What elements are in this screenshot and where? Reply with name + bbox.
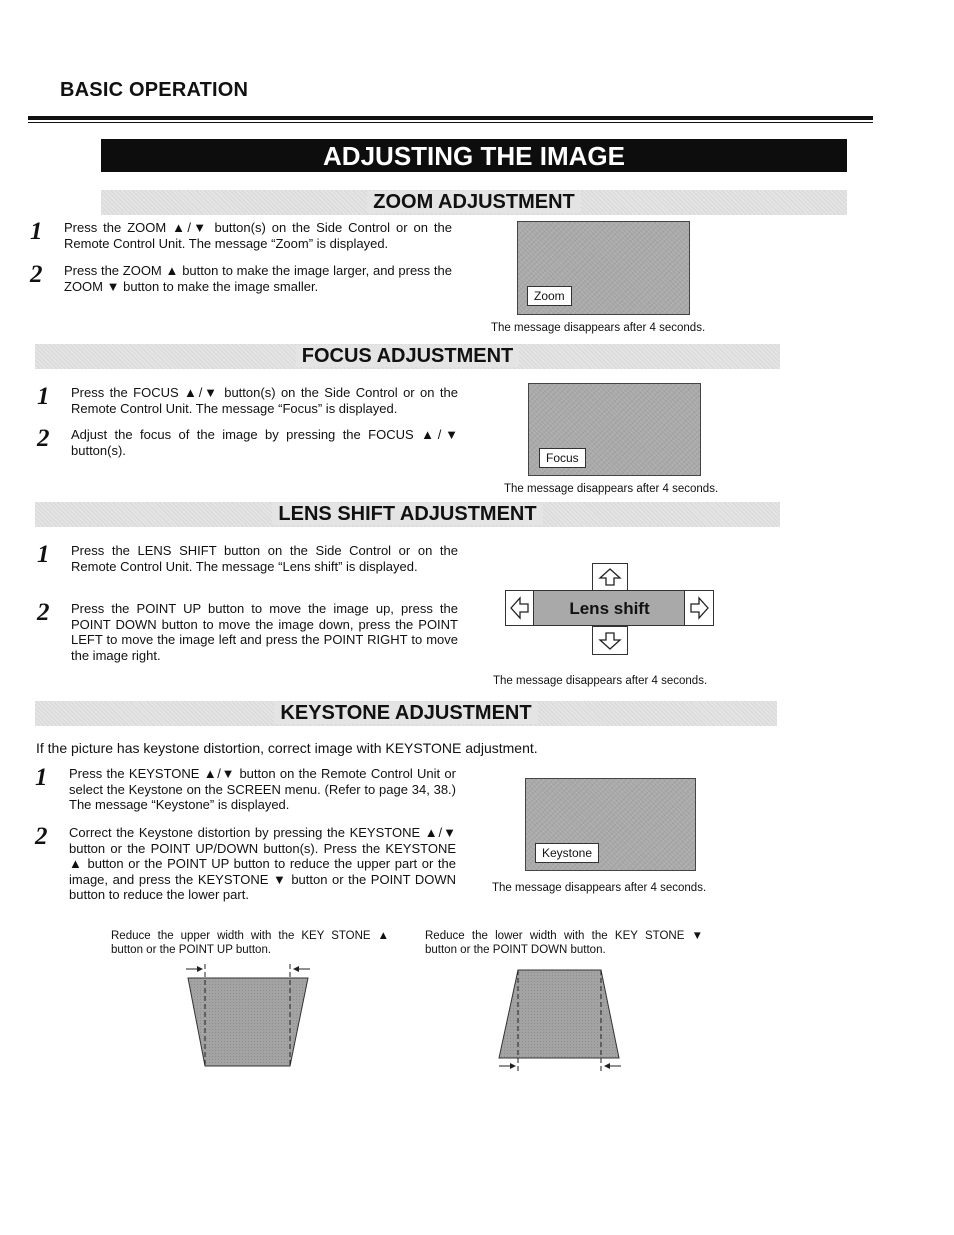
zoom-screen-illustration <box>517 221 690 315</box>
keystone-upper-diagram-caption: Reduce the upper width with the KEY STONE ▲ button or the POINT UP button. <box>111 930 389 956</box>
focus-heading <box>35 344 780 369</box>
zoom-caption: The message disappears after 4 seconds. <box>491 322 706 334</box>
keystone-step1-text: Press the KEYSTONE ▲/▼ button on the Remote Control Unit or select the Keystone on the SCREEN menu. (Refer to page 34, 38.) The message “Keystone” is displayed. <box>69 766 456 813</box>
focus-step2-text: Adjust the focus of the image by pressing the FOCUS ▲/▼ button(s). <box>71 427 458 458</box>
keystone-upper-reduction-diagram <box>170 960 320 1072</box>
keystone-step2-text: Correct the Keystone distortion by pressing the KEYSTONE ▲/▼ button or the POINT UP/DOWN button(s). Press the KEYSTONE ▲ button or the POINT UP button to reduce the upper part or the image, and press the KEYSTONE ▼ button or the POINT DOWN button to reduce the lower part. <box>69 825 456 903</box>
lens-shift-step2-number: 2 <box>37 599 50 626</box>
focus-heading-text: FOCUS ADJUSTMENT <box>296 345 519 367</box>
focus-step1-text: Press the FOCUS ▲/▼ button(s) on the Side Control or on the Remote Control Unit. The message “Focus” is displayed. <box>71 385 458 416</box>
arrow-right-icon <box>684 590 714 626</box>
focus-screen-illustration <box>528 383 701 476</box>
lens-shift-caption: The message disappears after 4 seconds. <box>493 675 708 687</box>
zoom-message-box: Zoom <box>527 286 572 306</box>
arrow-up-icon <box>592 563 628 591</box>
lens-shift-step1-number: 1 <box>37 541 50 568</box>
zoom-step2-text: Press the ZOOM ▲ button to make the image larger, and press the ZOOM ▼ button to make the image smaller. <box>64 263 452 294</box>
header-rule <box>28 116 873 120</box>
zoom-heading-text: ZOOM ADJUSTMENT <box>367 191 580 213</box>
keystone-lower-diagram-caption: Reduce the lower width with the KEY STONE ▼ button or the POINT DOWN button. <box>425 930 703 956</box>
zoom-step2-number: 2 <box>30 261 43 288</box>
zoom-heading <box>101 190 847 215</box>
keystone-heading <box>35 701 777 726</box>
keystone-intro: If the picture has keystone distortion, correct image with KEYSTONE adjustment. <box>36 740 538 756</box>
lens-shift-step1-text: Press the LENS SHIFT button on the Side Control or on the Remote Control Unit. The message “Lens shift” is displayed. <box>71 543 458 574</box>
keystone-step1-number: 1 <box>35 764 48 791</box>
arrow-down-icon <box>592 626 628 655</box>
lens-shift-heading <box>35 502 780 527</box>
focus-caption: The message disappears after 4 seconds. <box>504 483 719 495</box>
keystone-caption: The message disappears after 4 seconds. <box>492 882 707 894</box>
lens-shift-message: Lens shift <box>533 590 686 626</box>
section-label: BASIC OPERATION <box>60 79 249 101</box>
header-rule-thin <box>28 122 873 123</box>
lens-shift-step2-text: Press the POINT UP button to move the image up, press the POINT DOWN button to move the image down, press the POINT LEFT to move the image left and press the POINT RIGHT to move the image right. <box>71 601 458 663</box>
page-title: ADJUSTING THE IMAGE <box>101 139 847 172</box>
keystone-screen-illustration <box>525 778 696 871</box>
keystone-lower-reduction-diagram <box>483 960 633 1072</box>
focus-step2-number: 2 <box>37 425 50 452</box>
arrow-left-icon <box>505 590 535 626</box>
lens-shift-heading-text: LENS SHIFT ADJUSTMENT <box>272 503 542 525</box>
keystone-step2-number: 2 <box>35 823 48 850</box>
zoom-step1-number: 1 <box>30 218 43 245</box>
focus-step1-number: 1 <box>37 383 50 410</box>
keystone-message-box: Keystone <box>535 843 599 863</box>
zoom-step1-text: Press the ZOOM ▲/▼ button(s) on the Side Control or on the Remote Control Unit. The message “Zoom” is displayed. <box>64 220 452 251</box>
focus-message-box: Focus <box>539 448 586 468</box>
keystone-heading-text: KEYSTONE ADJUSTMENT <box>274 702 537 724</box>
